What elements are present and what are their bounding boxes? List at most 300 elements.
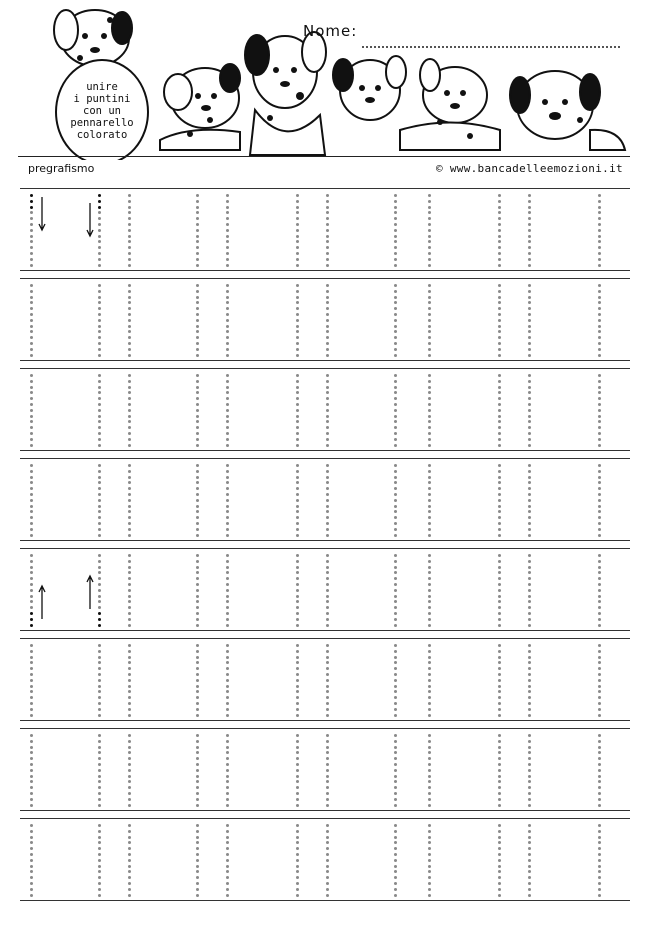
trace-dot	[128, 667, 131, 670]
trace-dot	[428, 426, 431, 429]
trace-dot	[196, 618, 199, 621]
trace-dot	[326, 780, 329, 783]
trace-dot	[498, 397, 501, 400]
trace-dot	[98, 618, 101, 621]
trace-dot	[528, 505, 531, 508]
trace-dot	[394, 409, 397, 412]
trace-dot	[226, 516, 229, 519]
trace-dot	[598, 786, 601, 789]
trace-dot	[226, 870, 229, 873]
trace-dot	[98, 246, 101, 249]
trace-dot	[296, 200, 299, 203]
trace-dot	[326, 284, 329, 287]
trace-dot	[528, 786, 531, 789]
trace-dot	[498, 505, 501, 508]
trace-dot	[128, 624, 131, 627]
trace-dot	[528, 673, 531, 676]
trace-dot	[428, 847, 431, 850]
tracing-worksheet	[20, 186, 630, 906]
trace-dot	[498, 673, 501, 676]
trace-dot	[98, 264, 101, 267]
trace-dot	[226, 444, 229, 447]
trace-dot	[394, 336, 397, 339]
trace-dot	[296, 391, 299, 394]
trace-dot	[326, 223, 329, 226]
trace-dot	[226, 464, 229, 467]
trace-dot	[598, 409, 601, 412]
row-top-line	[20, 638, 630, 639]
trace-dot	[196, 426, 199, 429]
trace-dot	[196, 348, 199, 351]
trace-dot	[428, 432, 431, 435]
trace-dot	[428, 644, 431, 647]
trace-dot	[498, 847, 501, 850]
trace-dot	[98, 757, 101, 760]
trace-dot	[326, 206, 329, 209]
trace-dot	[598, 888, 601, 891]
trace-dot	[196, 624, 199, 627]
trace-dot	[528, 618, 531, 621]
trace-dot	[428, 841, 431, 844]
trace-dot	[528, 499, 531, 502]
trace-dot	[326, 847, 329, 850]
trace-dot	[394, 740, 397, 743]
trace-dot	[296, 656, 299, 659]
trace-dot	[528, 560, 531, 563]
trace-dot	[30, 589, 33, 592]
trace-dot	[226, 566, 229, 569]
trace-dot	[326, 240, 329, 243]
trace-dot	[598, 235, 601, 238]
trace-dot	[196, 847, 199, 850]
dot-column	[598, 554, 602, 626]
trace-dot	[296, 342, 299, 345]
trace-dot	[498, 235, 501, 238]
trace-dot	[98, 307, 101, 310]
trace-dot	[196, 841, 199, 844]
trace-dot	[428, 589, 431, 592]
trace-dot	[326, 708, 329, 711]
trace-dot	[326, 493, 329, 496]
trace-dot	[296, 667, 299, 670]
trace-dot	[296, 853, 299, 856]
trace-dot	[196, 499, 199, 502]
trace-dot	[528, 470, 531, 473]
trace-dot	[128, 786, 131, 789]
trace-dot	[226, 301, 229, 304]
trace-dot	[128, 415, 131, 418]
trace-dot	[98, 696, 101, 699]
trace-dot	[30, 650, 33, 653]
trace-dot	[326, 534, 329, 537]
dot-column	[394, 464, 398, 536]
trace-dot	[226, 403, 229, 406]
trace-dot	[296, 612, 299, 615]
trace-dot	[528, 487, 531, 490]
trace-dot	[528, 894, 531, 897]
trace-dot	[30, 577, 33, 580]
trace-dot	[326, 650, 329, 653]
trace-dot	[196, 211, 199, 214]
trace-dot	[30, 516, 33, 519]
trace-dot	[598, 264, 601, 267]
trace-dot	[98, 554, 101, 557]
trace-dot	[428, 751, 431, 754]
trace-dot	[296, 426, 299, 429]
trace-dot	[326, 853, 329, 856]
trace-dot	[30, 865, 33, 868]
tracing-row[interactable]	[20, 186, 630, 276]
trace-dot	[196, 301, 199, 304]
trace-dot	[326, 786, 329, 789]
trace-dot	[226, 380, 229, 383]
trace-dot	[30, 792, 33, 795]
trace-dot	[196, 374, 199, 377]
trace-dot	[394, 624, 397, 627]
trace-dot	[394, 612, 397, 615]
trace-dot	[296, 499, 299, 502]
trace-dot	[30, 656, 33, 659]
trace-dot	[598, 307, 601, 310]
tracing-row[interactable]	[20, 816, 630, 906]
trace-dot	[528, 438, 531, 441]
trace-dot	[98, 888, 101, 891]
trace-dot	[98, 528, 101, 531]
trace-dot	[30, 583, 33, 586]
trace-dot	[428, 882, 431, 885]
trace-dot	[428, 769, 431, 772]
trace-dot	[30, 708, 33, 711]
trace-dot	[394, 476, 397, 479]
trace-dot	[128, 870, 131, 873]
trace-dot	[196, 865, 199, 868]
trace-dot	[296, 284, 299, 287]
trace-dot	[326, 252, 329, 255]
dot-column	[498, 284, 502, 356]
trace-dot	[528, 612, 531, 615]
trace-dot	[598, 824, 601, 827]
trace-dot	[326, 685, 329, 688]
trace-dot	[30, 284, 33, 287]
trace-dot	[428, 865, 431, 868]
trace-dot	[128, 510, 131, 513]
trace-dot	[326, 876, 329, 879]
trace-dot	[98, 792, 101, 795]
trace-dot	[598, 211, 601, 214]
trace-dot	[98, 780, 101, 783]
tracing-row[interactable]	[20, 546, 630, 636]
trace-dot	[226, 534, 229, 537]
trace-dot	[394, 606, 397, 609]
trace-dot	[196, 792, 199, 795]
trace-dot	[326, 804, 329, 807]
trace-dot	[30, 685, 33, 688]
trace-dot	[128, 751, 131, 754]
trace-dot	[196, 235, 199, 238]
trace-dot	[296, 444, 299, 447]
trace-dot	[498, 510, 501, 513]
trace-dot	[98, 853, 101, 856]
trace-dot	[498, 757, 501, 760]
trace-dot	[226, 409, 229, 412]
trace-dot	[394, 673, 397, 676]
trace-dot	[226, 510, 229, 513]
trace-dot	[98, 194, 101, 197]
trace-dot	[128, 650, 131, 653]
trace-dot	[498, 865, 501, 868]
trace-dot	[98, 571, 101, 574]
trace-dot	[98, 566, 101, 569]
trace-dot	[598, 493, 601, 496]
trace-dot	[98, 403, 101, 406]
trace-dot	[196, 386, 199, 389]
trace-dot	[598, 444, 601, 447]
trace-dot	[196, 746, 199, 749]
trace-dot	[128, 200, 131, 203]
trace-dot	[394, 560, 397, 563]
row-top-line	[20, 278, 630, 279]
trace-dot	[128, 264, 131, 267]
trace-dot	[30, 888, 33, 891]
trace-dot	[128, 464, 131, 467]
trace-dot	[196, 595, 199, 598]
trace-dot	[394, 618, 397, 621]
trace-dot	[98, 708, 101, 711]
trace-dot	[598, 391, 601, 394]
trace-dot	[30, 841, 33, 844]
trace-dot	[226, 876, 229, 879]
trace-dot	[226, 708, 229, 711]
trace-dot	[528, 348, 531, 351]
trace-dot	[128, 380, 131, 383]
trace-dot	[528, 296, 531, 299]
trace-dot	[326, 656, 329, 659]
trace-dot	[598, 374, 601, 377]
trace-dot	[598, 194, 601, 197]
trace-dot	[498, 746, 501, 749]
trace-dot	[498, 290, 501, 293]
trace-dot	[296, 894, 299, 897]
trace-dot	[98, 798, 101, 801]
trace-dot	[226, 391, 229, 394]
trace-dot	[394, 258, 397, 261]
name-field[interactable]	[362, 46, 620, 48]
trace-dot	[98, 859, 101, 862]
trace-dot	[428, 444, 431, 447]
trace-dot	[528, 589, 531, 592]
trace-dot	[98, 386, 101, 389]
trace-dot	[296, 734, 299, 737]
trace-dot	[498, 841, 501, 844]
dot-column	[394, 644, 398, 716]
trace-dot	[598, 426, 601, 429]
trace-dot	[598, 301, 601, 304]
trace-dot	[98, 252, 101, 255]
trace-dot	[196, 870, 199, 873]
trace-dot	[128, 606, 131, 609]
trace-dot	[498, 426, 501, 429]
trace-dot	[598, 780, 601, 783]
dot-column	[598, 284, 602, 356]
trace-dot	[30, 464, 33, 467]
trace-dot	[428, 380, 431, 383]
trace-dot	[30, 510, 33, 513]
tracing-row[interactable]	[20, 456, 630, 546]
trace-dot	[528, 865, 531, 868]
trace-dot	[326, 702, 329, 705]
trace-dot	[528, 510, 531, 513]
trace-dot	[30, 560, 33, 563]
trace-dot	[326, 554, 329, 557]
trace-dot	[326, 464, 329, 467]
tracing-row[interactable]	[20, 636, 630, 726]
trace-dot	[226, 824, 229, 827]
trace-dot	[226, 522, 229, 525]
trace-dot	[598, 354, 601, 357]
trace-dot	[598, 696, 601, 699]
trace-dot	[296, 330, 299, 333]
trace-dot	[196, 409, 199, 412]
trace-dot	[326, 432, 329, 435]
trace-dot	[528, 757, 531, 760]
trace-dot	[226, 882, 229, 885]
trace-dot	[498, 200, 501, 203]
trace-dot	[196, 583, 199, 586]
trace-dot	[528, 734, 531, 737]
trace-dot	[394, 534, 397, 537]
trace-dot	[394, 888, 397, 891]
trace-dot	[498, 522, 501, 525]
trace-dot	[128, 853, 131, 856]
dot-column	[498, 734, 502, 806]
trace-dot	[498, 325, 501, 328]
trace-dot	[30, 336, 33, 339]
trace-dot	[226, 612, 229, 615]
tracing-row[interactable]	[20, 726, 630, 816]
trace-dot	[498, 714, 501, 717]
trace-dot	[296, 830, 299, 833]
tracing-row[interactable]	[20, 276, 630, 366]
trace-dot	[30, 330, 33, 333]
trace-dot	[394, 786, 397, 789]
trace-dot	[30, 644, 33, 647]
trace-dot	[30, 853, 33, 856]
trace-dot	[498, 571, 501, 574]
trace-dot	[296, 606, 299, 609]
trace-dot	[598, 380, 601, 383]
trace-dot	[196, 319, 199, 322]
trace-dot	[326, 516, 329, 519]
trace-dot	[498, 824, 501, 827]
trace-dot	[528, 476, 531, 479]
trace-dot	[30, 882, 33, 885]
trace-dot	[326, 301, 329, 304]
trace-dot	[30, 264, 33, 267]
trace-dot	[528, 354, 531, 357]
trace-dot	[498, 528, 501, 531]
trace-dot	[498, 386, 501, 389]
trace-dot	[226, 589, 229, 592]
trace-dot	[296, 566, 299, 569]
trace-dot	[296, 307, 299, 310]
trace-dot	[326, 420, 329, 423]
trace-dot	[128, 847, 131, 850]
trace-dot	[30, 470, 33, 473]
dot-column	[30, 644, 34, 716]
trace-dot	[498, 780, 501, 783]
trace-dot	[128, 522, 131, 525]
trace-dot	[326, 667, 329, 670]
trace-dot	[428, 470, 431, 473]
trace-dot	[30, 252, 33, 255]
trace-dot	[498, 420, 501, 423]
trace-dot	[98, 505, 101, 508]
trace-dot	[528, 330, 531, 333]
tracing-row[interactable]	[20, 366, 630, 456]
trace-dot	[296, 577, 299, 580]
trace-dot	[30, 798, 33, 801]
trace-dot	[326, 290, 329, 293]
trace-dot	[428, 870, 431, 873]
trace-dot	[598, 476, 601, 479]
trace-dot	[428, 194, 431, 197]
trace-dot	[598, 386, 601, 389]
trace-dot	[296, 487, 299, 490]
trace-dot	[296, 240, 299, 243]
trace-dot	[428, 656, 431, 659]
trace-dot	[98, 577, 101, 580]
trace-dot	[128, 888, 131, 891]
trace-dot	[98, 824, 101, 827]
trace-dot	[498, 432, 501, 435]
trace-dot	[128, 690, 131, 693]
trace-dot	[528, 859, 531, 862]
trace-dot	[326, 661, 329, 664]
trace-dot	[296, 505, 299, 508]
trace-dot	[30, 740, 33, 743]
trace-dot	[296, 420, 299, 423]
trace-dot	[226, 235, 229, 238]
trace-dot	[30, 240, 33, 243]
trace-dot	[528, 830, 531, 833]
trace-dot	[196, 223, 199, 226]
trace-dot	[196, 229, 199, 232]
trace-dot	[128, 740, 131, 743]
trace-dot	[296, 415, 299, 418]
trace-dot	[196, 481, 199, 484]
trace-dot	[498, 246, 501, 249]
trace-dot	[326, 481, 329, 484]
trace-dot	[128, 804, 131, 807]
trace-dot	[296, 600, 299, 603]
trace-dot	[326, 830, 329, 833]
dot-column	[296, 644, 300, 716]
trace-dot	[30, 870, 33, 873]
trace-dot	[30, 746, 33, 749]
trace-dot	[498, 644, 501, 647]
trace-dot	[30, 296, 33, 299]
trace-dot	[598, 330, 601, 333]
dot-column	[226, 734, 230, 806]
trace-dot	[30, 307, 33, 310]
trace-dot	[326, 560, 329, 563]
trace-dot	[528, 650, 531, 653]
trace-dot	[394, 380, 397, 383]
trace-dot	[598, 757, 601, 760]
trace-dot	[428, 566, 431, 569]
trace-dot	[296, 650, 299, 653]
trace-dot	[196, 685, 199, 688]
